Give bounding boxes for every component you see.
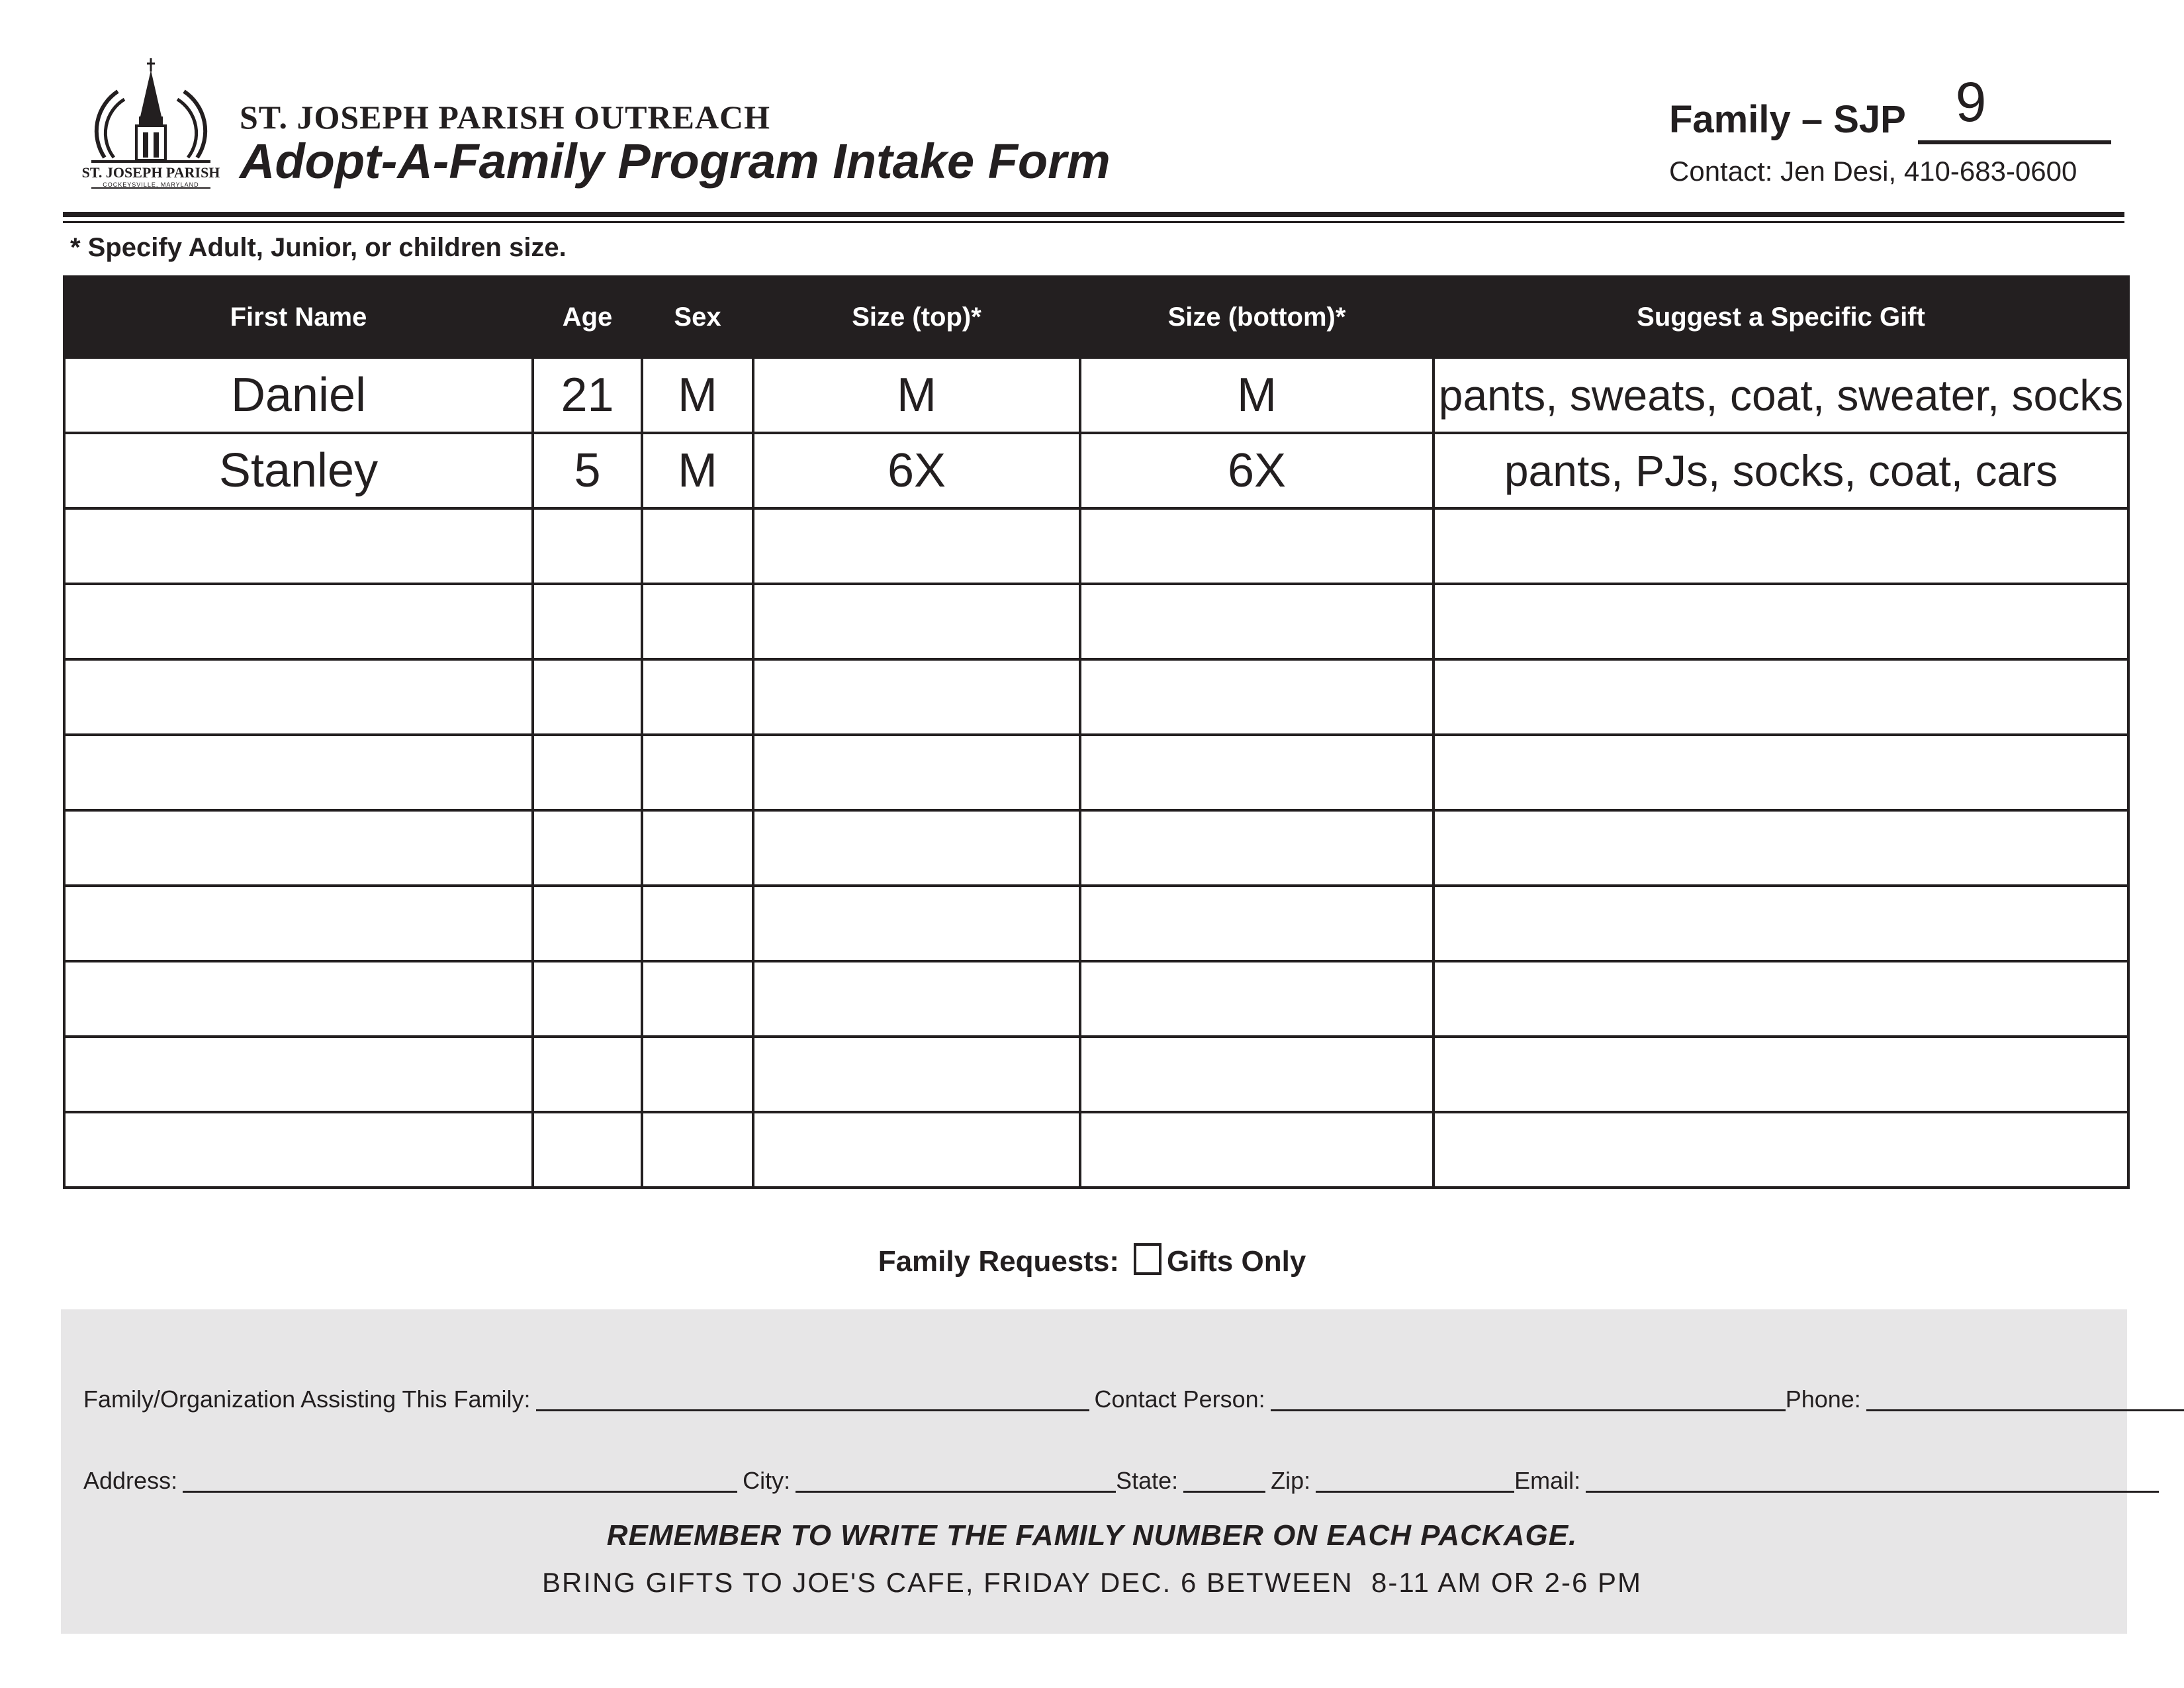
form-title: Adopt-A-Family Program Intake Form	[240, 134, 1111, 189]
cell-gift[interactable]: pants, sweats, coat, sweater, socks	[1433, 357, 2128, 433]
header-size-bottom: Size (bottom)*	[1080, 277, 1433, 357]
email-field[interactable]	[1586, 1468, 2159, 1493]
cell-sex[interactable]	[642, 735, 753, 810]
gifts-only-label: Gifts Only	[1167, 1245, 1306, 1278]
cell-first-name[interactable]	[64, 735, 533, 810]
cell-size-top[interactable]	[753, 508, 1080, 584]
cell-first-name[interactable]	[64, 584, 533, 659]
cell-size-top[interactable]	[753, 659, 1080, 735]
assisting-row-2	[83, 1468, 2164, 1493]
cell-size-bottom[interactable]	[1080, 886, 1433, 961]
header-sex: Sex	[642, 277, 753, 357]
cell-age[interactable]	[533, 735, 642, 810]
cell-age[interactable]	[533, 659, 642, 735]
cell-size-top[interactable]	[753, 584, 1080, 659]
email-label: Email:	[1514, 1467, 1581, 1494]
header-size-top: Size (top)*	[753, 277, 1080, 357]
cell-size-bottom[interactable]	[1080, 584, 1433, 659]
city-label: City:	[743, 1467, 791, 1494]
header-divider	[63, 212, 2124, 217]
cell-size-top[interactable]	[753, 1112, 1080, 1188]
logo-text: ST. JOSEPH PARISH	[81, 164, 220, 181]
cell-gift[interactable]: pants, PJs, socks, coat, cars	[1433, 433, 2128, 508]
cell-age[interactable]: 21	[533, 357, 642, 433]
cell-sex[interactable]	[642, 961, 753, 1037]
cell-size-top[interactable]: M	[753, 357, 1080, 433]
contact-person-field[interactable]	[1271, 1387, 1786, 1411]
cell-gift[interactable]	[1433, 584, 2128, 659]
table-row	[64, 357, 2128, 433]
phone-label: Phone:	[1785, 1385, 1861, 1413]
zip-field[interactable]	[1316, 1468, 1514, 1493]
cell-sex[interactable]	[642, 810, 753, 886]
cell-size-bottom[interactable]	[1080, 961, 1433, 1037]
address-label: Address:	[83, 1467, 178, 1494]
cell-first-name[interactable]	[64, 1112, 533, 1188]
cell-first-name[interactable]	[64, 961, 533, 1037]
cell-first-name[interactable]	[64, 508, 533, 584]
parish-logo	[78, 58, 224, 201]
cell-age[interactable]	[533, 961, 642, 1037]
cell-gift[interactable]	[1433, 735, 2128, 810]
cell-gift[interactable]	[1433, 508, 2128, 584]
cell-size-bottom[interactable]	[1080, 1037, 1433, 1112]
cell-sex[interactable]	[642, 1037, 753, 1112]
table-header-row	[64, 277, 2128, 357]
header-divider-thin	[63, 221, 2124, 223]
header-age: Age	[533, 277, 642, 357]
cell-size-bottom[interactable]	[1080, 508, 1433, 584]
table-row	[64, 659, 2128, 735]
table-row	[64, 810, 2128, 886]
table-row	[64, 433, 2128, 508]
cell-sex[interactable]	[642, 1112, 753, 1188]
contact-info: Contact: Jen Desi, 410-683-0600	[1669, 156, 2077, 187]
cell-size-top[interactable]	[753, 810, 1080, 886]
cell-first-name[interactable]	[64, 886, 533, 961]
package-reminder: REMEMBER TO WRITE THE FAMILY NUMBER ON EACH PACKAGE.	[606, 1519, 1578, 1552]
state-label: State:	[1116, 1467, 1179, 1494]
table-row	[64, 508, 2128, 584]
cell-size-bottom[interactable]	[1080, 659, 1433, 735]
cell-age[interactable]	[533, 1112, 642, 1188]
cell-sex[interactable]	[642, 508, 753, 584]
cell-gift[interactable]	[1433, 961, 2128, 1037]
zip-label: Zip:	[1271, 1467, 1311, 1494]
cell-sex[interactable]	[642, 584, 753, 659]
cell-size-bottom[interactable]	[1080, 735, 1433, 810]
cell-gift[interactable]	[1433, 1037, 2128, 1112]
cell-sex[interactable]	[642, 659, 753, 735]
cell-gift[interactable]	[1433, 1112, 2128, 1188]
city-field[interactable]	[796, 1468, 1116, 1493]
state-field[interactable]	[1183, 1468, 1265, 1493]
cell-first-name[interactable]: Daniel	[64, 357, 533, 433]
cell-age[interactable]	[533, 886, 642, 961]
cell-gift[interactable]	[1433, 810, 2128, 886]
family-number-field[interactable]: 9	[1955, 71, 1987, 133]
family-number-line	[1918, 140, 2111, 144]
header-first-name: First Name	[64, 277, 533, 357]
cell-first-name[interactable]	[64, 1037, 533, 1112]
org-label: Family/Organization Assisting This Family:	[83, 1385, 531, 1413]
cell-size-top[interactable]	[753, 735, 1080, 810]
phone-field[interactable]	[1866, 1387, 2184, 1411]
table-row	[64, 584, 2128, 659]
cell-size-top[interactable]	[753, 961, 1080, 1037]
cell-first-name[interactable]	[64, 810, 533, 886]
cell-age[interactable]: 5	[533, 433, 642, 508]
table-row	[64, 735, 2128, 810]
cell-gift[interactable]	[1433, 659, 2128, 735]
assisting-row-1	[83, 1387, 2184, 1411]
cell-size-bottom[interactable]: M	[1080, 357, 1433, 433]
cell-size-top[interactable]	[753, 886, 1080, 961]
header-gift: Suggest a Specific Gift	[1433, 277, 2128, 357]
size-note: * Specify Adult, Junior, or children size.	[70, 233, 567, 262]
table-row	[64, 961, 2128, 1037]
cell-sex[interactable]: M	[642, 433, 753, 508]
org-field[interactable]	[536, 1387, 1089, 1411]
logo-subtext: COCKEYSVILLE, MARYLAND	[103, 181, 199, 188]
address-field[interactable]	[183, 1468, 737, 1493]
cell-age[interactable]	[533, 810, 642, 886]
cell-age[interactable]	[533, 1037, 642, 1112]
contact-person-label: Contact Person:	[1094, 1385, 1265, 1413]
cell-age[interactable]	[533, 584, 642, 659]
family-requests-label: Family Requests:	[878, 1245, 1120, 1278]
cell-age[interactable]	[533, 508, 642, 584]
cell-size-bottom[interactable]	[1080, 1112, 1433, 1188]
cell-gift[interactable]	[1433, 886, 2128, 961]
table-row	[64, 886, 2128, 961]
family-label: Family – SJP	[1669, 98, 1906, 141]
drop-off-instructions: BRING GIFTS TO JOE'S CAFE, FRIDAY DEC. 6 BETWEEN 8-11 AM OR 2-6 PM	[541, 1567, 1643, 1598]
org-name: ST. JOSEPH PARISH OUTREACH	[240, 99, 771, 136]
cell-sex[interactable]: M	[642, 357, 753, 433]
cell-sex[interactable]	[642, 886, 753, 961]
cell-size-top[interactable]: 6X	[753, 433, 1080, 508]
cell-first-name[interactable]: Stanley	[64, 433, 533, 508]
family-requests	[0, 1243, 2184, 1276]
cell-size-top[interactable]	[753, 1037, 1080, 1112]
cell-size-bottom[interactable]	[1080, 810, 1433, 886]
cell-size-bottom[interactable]: 6X	[1080, 433, 1433, 508]
table-row	[64, 1112, 2128, 1188]
gifts-only-checkbox[interactable]	[1134, 1243, 1161, 1275]
cell-first-name[interactable]	[64, 659, 533, 735]
table-row	[64, 1037, 2128, 1112]
family-members-table	[63, 275, 2130, 1189]
